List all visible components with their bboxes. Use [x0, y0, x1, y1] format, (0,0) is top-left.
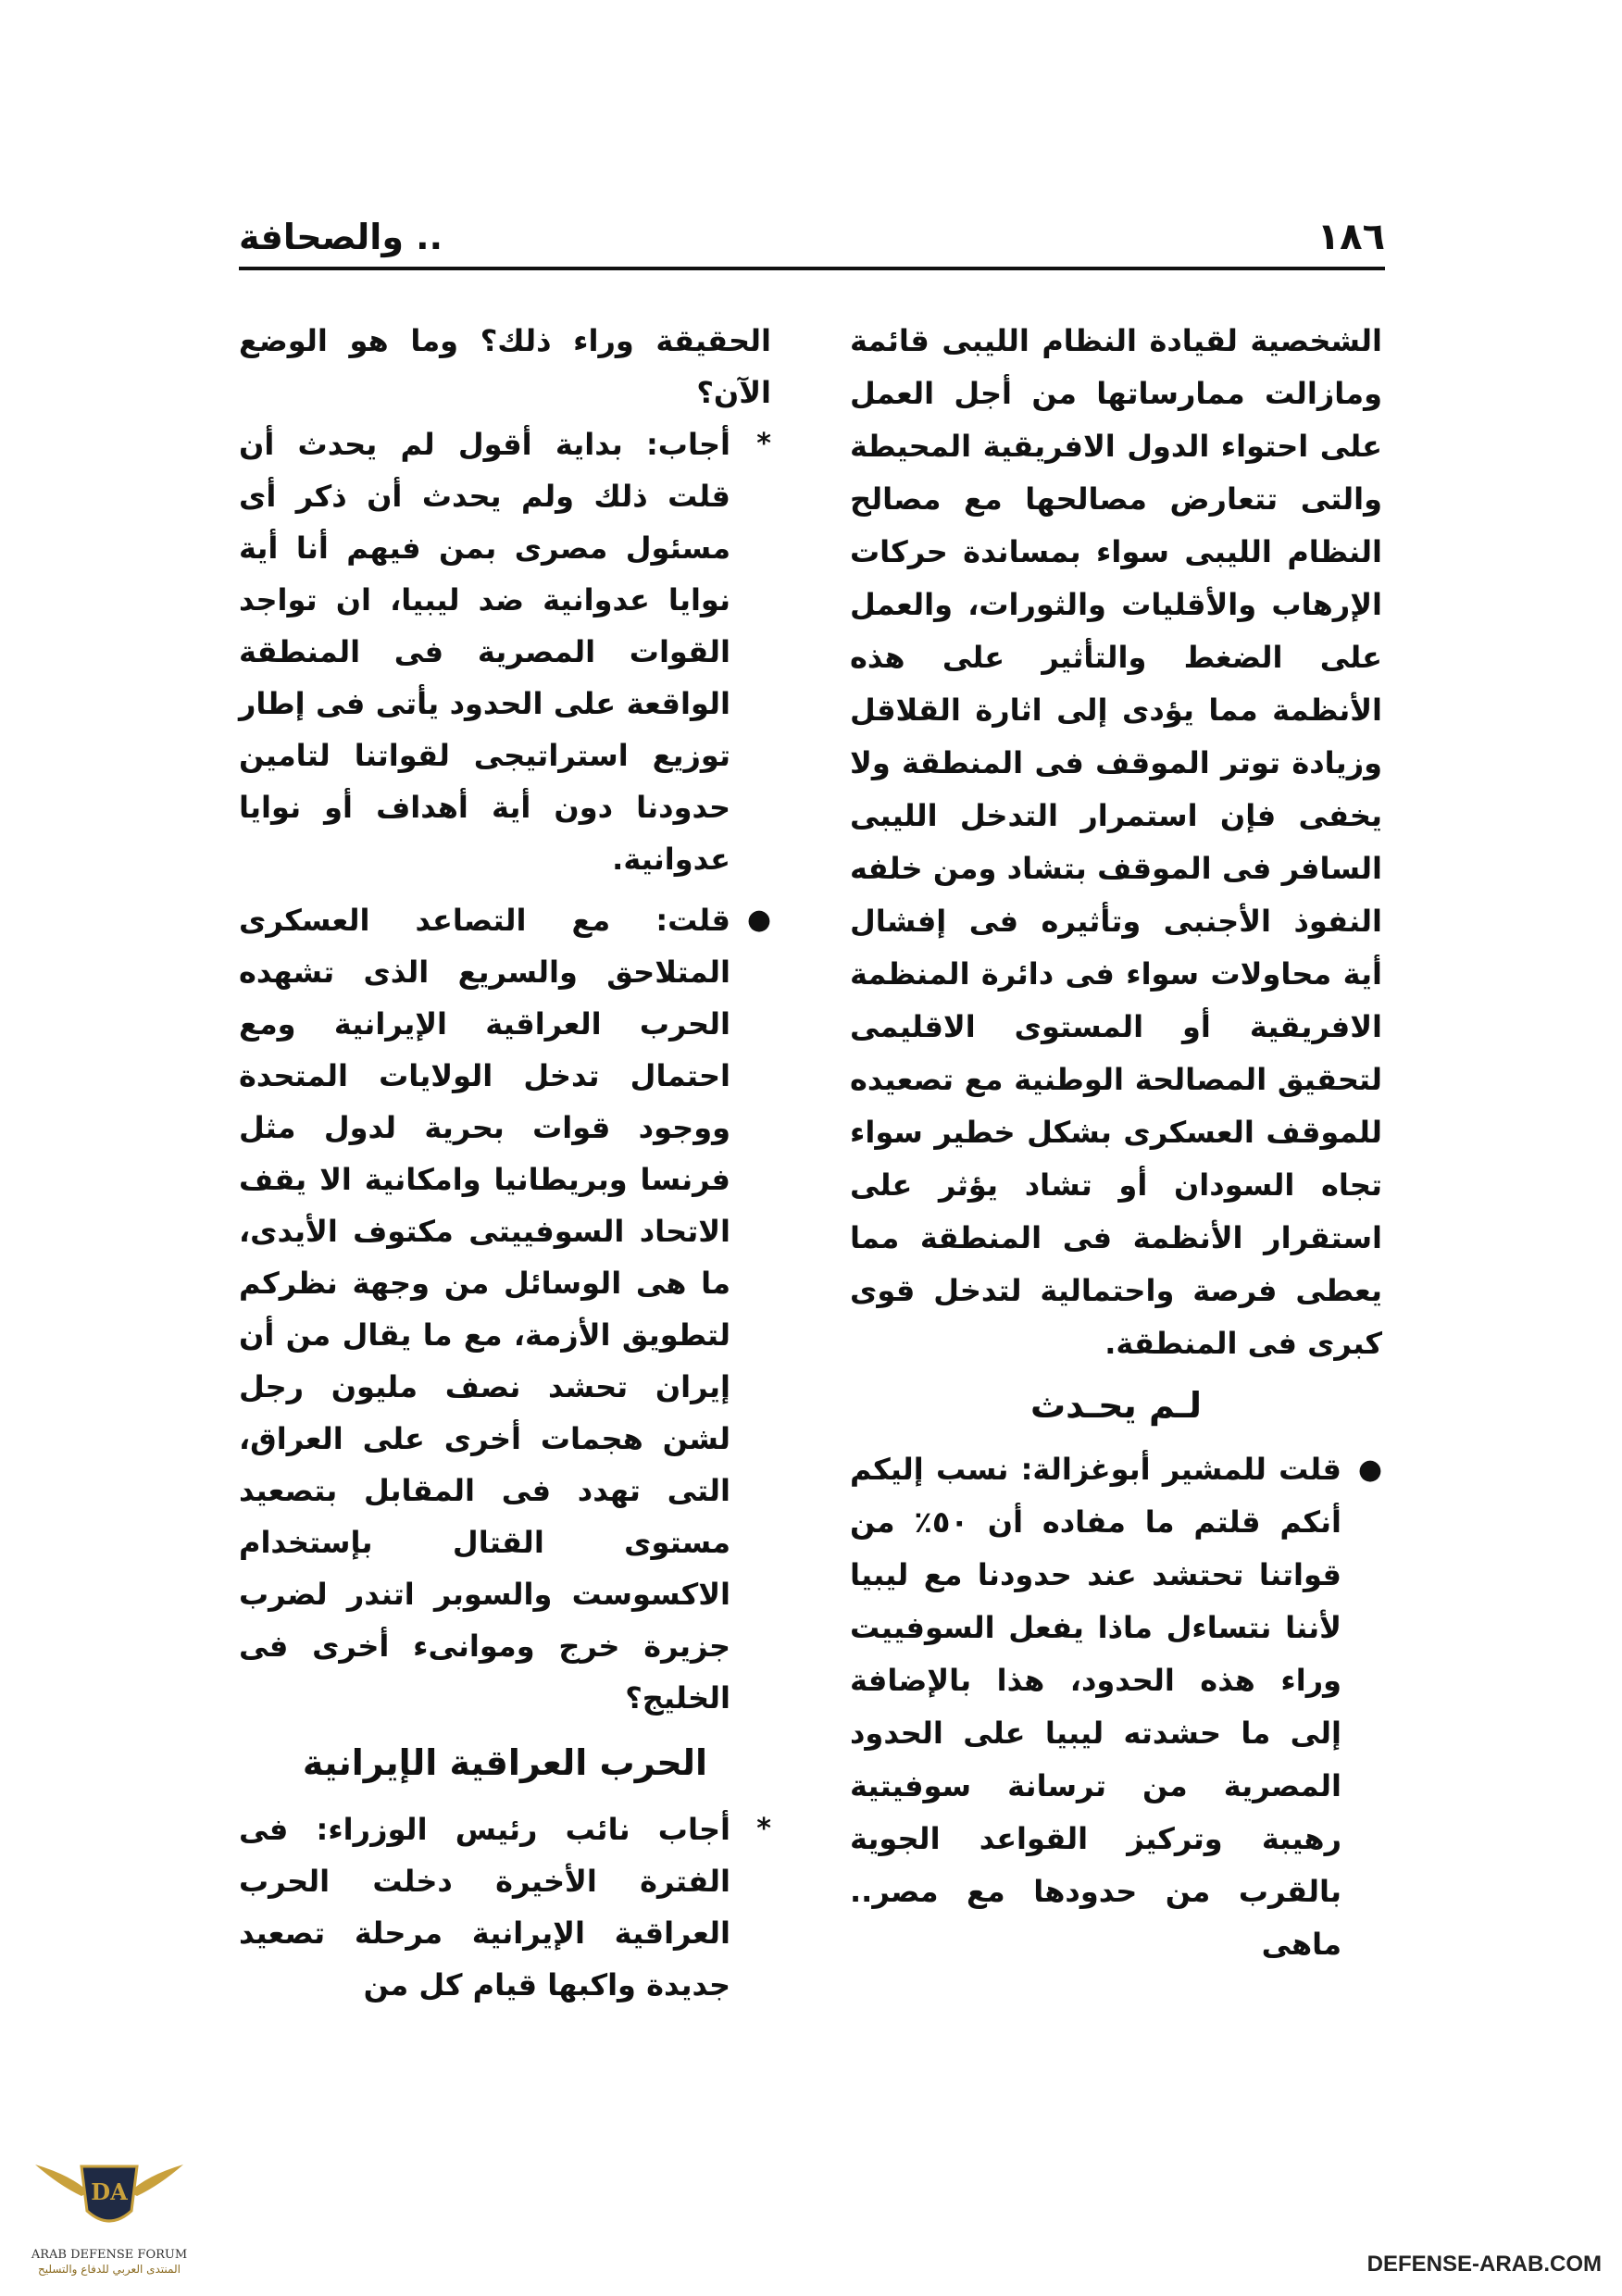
logo-text-english: ARAB DEFENSE FORUM [31, 2248, 188, 2262]
eagle-shield-icon [17, 2139, 202, 2248]
asterisk-icon: * [756, 428, 771, 460]
answer-text: أجاب نائب رئيس الوزراء: فى الفترة الأخيرة دخلت الحرب العراقية الإيرانية مرحلة تصعيد جديدة واكبها قيام كل من [239, 1812, 730, 2003]
bullet-icon: ● [746, 904, 771, 936]
logo-text-arabic: المنتدى العربي للدفاع والتسليح [38, 2263, 181, 2276]
answer-text: أجاب: بداية أقول لم يحدث أن قلت ذلك ولم يحدث أن ذكر أى مسئول مصرى بمن فيهم أنا أية نوايا عدوانية ضد ليبيا، ان تواجد القوات المصرية فى المنطقة الواقعة على الحدود يأتى فى إطار توزيع استراتيجى لقواتنا لتامين حدودنا دون أية أهداف أو نوايا عدوانية. [239, 427, 730, 877]
section-heading-iran-iraq-war: الحرب العراقية الإيرانية [302, 1742, 708, 1783]
asterisk-icon: * [756, 1813, 771, 1845]
page-number: ١٨٦ [1316, 216, 1385, 258]
logo-initials: DA [91, 2178, 128, 2205]
question-text: قلت: مع التصاعد العسكرى المتلاحق والسريع الذى تشهده الحرب العراقية الإيرانية ومع احتمال تدخل الولايات المتحدة ووجود قوات بحرية لدول مثل فرنسا وبريطانيا وامكانية الا يقف الاتحاد السوفييتى مكتوف الأيدى، ما هى الوسائل من وجهة نظركم لتطويق الأزمة، مع ما يقال من أن إيران تحشد نصف مليون رجل لشن هجمات أخرى على العراق، التى تهدد فى المقابل بتصعيد مستوى القتال بإستخدام الاكسوست والسوبر اتندر لضرب جزيرة خرج وموانىء أخرى فى الخليج؟ [239, 903, 730, 1716]
section-heading-did-not-happen: لـم يحـدث [1029, 1385, 1203, 1426]
answer-block [239, 418, 771, 885]
bullet-icon: ● [1357, 1454, 1382, 1486]
right-column [850, 315, 1382, 1980]
site-watermark: DEFENSE-ARAB.COM [1366, 2252, 1602, 2277]
question-continuation: الحقيقة وراء ذلك؟ وما هو الوضع الآن؟ [239, 323, 771, 410]
left-column [239, 315, 771, 2020]
answer-block [239, 1803, 771, 2011]
arab-defense-forum-logo [17, 2139, 202, 2277]
intro-paragraph: الشخصية لقيادة النظام الليبى قائمة ومازالت ممارساتها من أجل العمل على احتواء الدول الافريقية المحيطة والتى تتعارض مصالحها مع مصالح النظام الليبى سواء بمساندة حركات الإرهاب والأقليات والثورات، والعمل على الضغط والتأثير على هذه الأنظمة مما يؤدى إلى اثارة القلاقل وزيادة توتر الموقف فى المنطقة ولا يخفى فإن استمرار التدخل الليبى السافر فى الموقف بتشاد ومن خلفه النفوذ الأجنبى وتأثيره فى إفشال أية محاولات سواء فى دائرة المنظمة الافريقية أو المستوى الاقليمى لتحقيق المصالحة الوطنية مع تصعيده للموقف العسكرى بشكل خطير سواء تجاه السودان أو تشاد يؤثر على استقرار الأنظمة فى المنطقة مما يعطى فرصة واحتمالية لتدخل قوى كبرى فى المنطقة. [850, 323, 1382, 1361]
page-header [239, 211, 1385, 270]
question-block [850, 1443, 1382, 1971]
question-text: قلت للمشير أبوغزالة: نسب إليكم أنكم قلتم ما مفاده أن ٥٠٪ من قواتنا تحتشد عند حدودنا مع ليبيا لأننا نتساءل ماذا يفعل السوفييت وراء هذه الحدود، هذا بالإضافة إلى ما حشدته ليبيا على الحدود المصرية من ترسانة سوفيتية رهيبة وتركيز القواعد الجوية بالقرب من حدودها مع مصر.. ماهى [850, 1452, 1342, 1962]
running-title: .. والصحافة [239, 217, 443, 257]
question-block [239, 894, 771, 1724]
